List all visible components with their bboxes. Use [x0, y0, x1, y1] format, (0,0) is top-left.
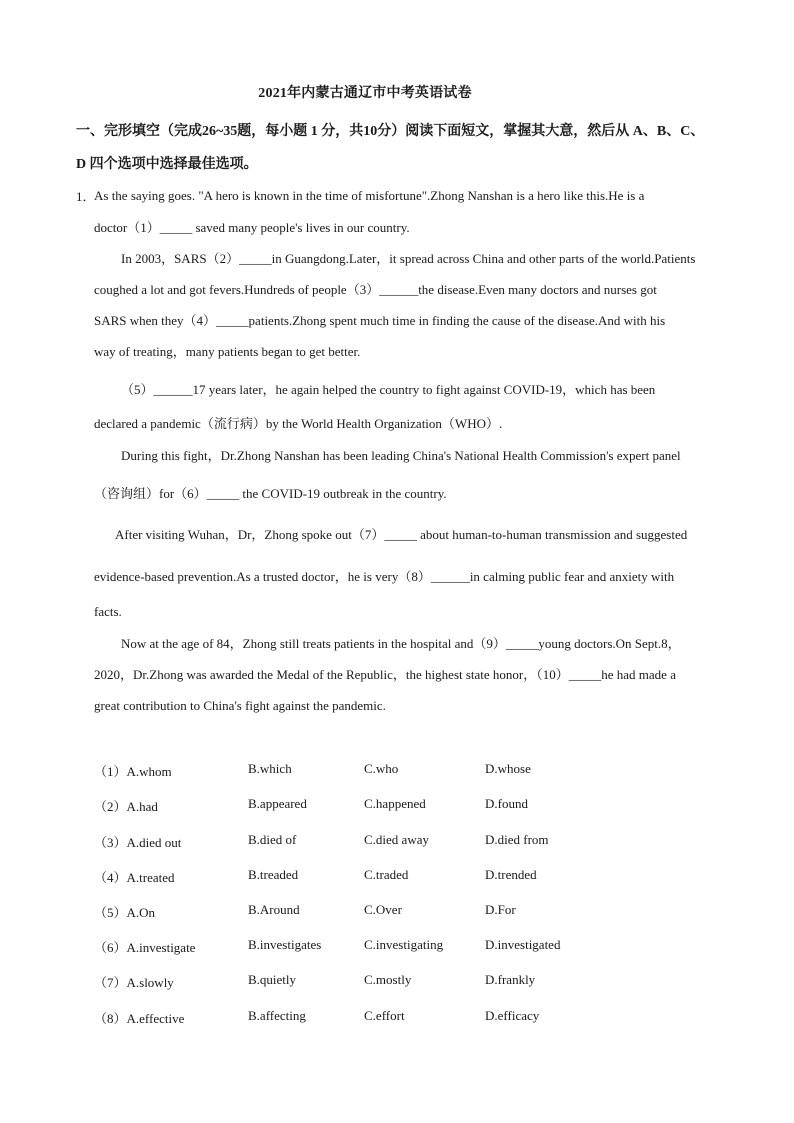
page-title: 2021年内蒙古通辽市中考英语试卷: [258, 86, 472, 101]
question-number: 1．: [76, 189, 96, 204]
options-row-3: [94, 832, 734, 852]
option-b: B.appeared: [248, 796, 307, 811]
option-d: D.investigated: [485, 937, 561, 952]
options-row-4: [94, 867, 734, 887]
options-row-8: [94, 1008, 734, 1028]
option-a: （1）A.whom: [94, 764, 172, 779]
passage-line: （5）______17 years later，he again helped the country to fight against COVID-19，which has been: [121, 382, 656, 397]
option-b: B.investigates: [248, 937, 322, 952]
passage-line: doctor（1）_____ saved many people's lives in our country.: [94, 220, 410, 235]
option-d: D.For: [485, 902, 516, 917]
passage-line: During this fight，Dr.Zhong Nanshan has been leading China's National Health Commission's expert panel: [121, 448, 681, 463]
option-b: B.treaded: [248, 867, 299, 882]
option-c: C.happened: [364, 796, 426, 811]
option-c: C.investigating: [364, 937, 444, 952]
options-row-7: [94, 972, 734, 992]
section-heading-line-1: 一、完形填空（完成26~35题，每小题 1 分，共10分）阅读下面短文，掌握其大意，然后从 A、B、C、: [76, 124, 705, 139]
option-c: C.effort: [364, 1008, 405, 1023]
option-d: D.efficacy: [485, 1008, 540, 1023]
option-a: （8）A.effective: [94, 1011, 185, 1026]
passage-line: great contribution to China's fight against the pandemic.: [94, 698, 386, 713]
option-a: （3）A.died out: [94, 835, 182, 850]
option-c: C.who: [364, 761, 399, 776]
option-a: （2）A.had: [94, 799, 158, 814]
option-a: （6）A.investigate: [94, 940, 196, 955]
option-b: B.affecting: [248, 1008, 306, 1023]
option-a: （4）A.treated: [94, 870, 175, 885]
section-heading-line-2: D 四个选项中选择最佳选项。: [76, 157, 258, 172]
passage-line: 2020，Dr.Zhong was awarded the Medal of the Republic，the highest state honor，（10）_____he had made a: [94, 667, 676, 682]
options-row-5: [94, 902, 734, 922]
options-row-6: [94, 937, 734, 957]
option-b: B.died of: [248, 832, 297, 847]
option-a: （7）A.slowly: [94, 975, 174, 990]
option-b: B.which: [248, 761, 292, 776]
passage-line: SARS when they（4）_____patients.Zhong spent much time in finding the cause of the disease.And with his: [94, 313, 666, 328]
passage-line: facts.: [94, 604, 122, 619]
option-a: （5）A.On: [94, 905, 156, 920]
passage-line: way of treating，many patients began to get better.: [94, 344, 361, 359]
passage-line: （咨询组）for（6）_____ the COVID-19 outbreak in the country.: [94, 486, 447, 501]
option-b: B.Around: [248, 902, 300, 917]
option-d: D.found: [485, 796, 528, 811]
option-c: C.Over: [364, 902, 402, 917]
passage-line: After visiting Wuhan，Dr，Zhong spoke out（7）_____ about human-to-human transmission and suggested: [115, 527, 688, 542]
option-b: B.quietly: [248, 972, 297, 987]
option-d: D.frankly: [485, 972, 536, 987]
option-c: C.mostly: [364, 972, 412, 987]
passage-line: As the saying goes. "A hero is known in the time of misfortune".Zhong Nanshan is a hero like this.He is a: [94, 188, 645, 203]
passage-line: coughed a lot and got fevers.Hundreds of people（3）______the disease.Even many doctors and nurses got: [94, 282, 657, 297]
passage-line: Now at the age of 84，Zhong still treats patients in the hospital and（9）_____young doctors.On Sept.8，: [121, 636, 681, 651]
option-d: D.whose: [485, 761, 531, 776]
passage-line: declared a pandemic（流行病）by the World Health Organization（WHO）.: [94, 416, 503, 431]
passage-line: evidence-based prevention.As a trusted doctor，he is very（8）______in calming public fear and anxiety with: [94, 569, 675, 584]
passage-line: In 2003，SARS（2）_____in Guangdong.Later，it spread across China and other parts of the world.Patients: [121, 251, 696, 266]
options-row-2: [94, 796, 734, 816]
option-d: D.died from: [485, 832, 549, 847]
option-d: D.trended: [485, 867, 537, 882]
option-c: C.traded: [364, 867, 409, 882]
options-row-1: [94, 761, 734, 781]
option-c: C.died away: [364, 832, 429, 847]
